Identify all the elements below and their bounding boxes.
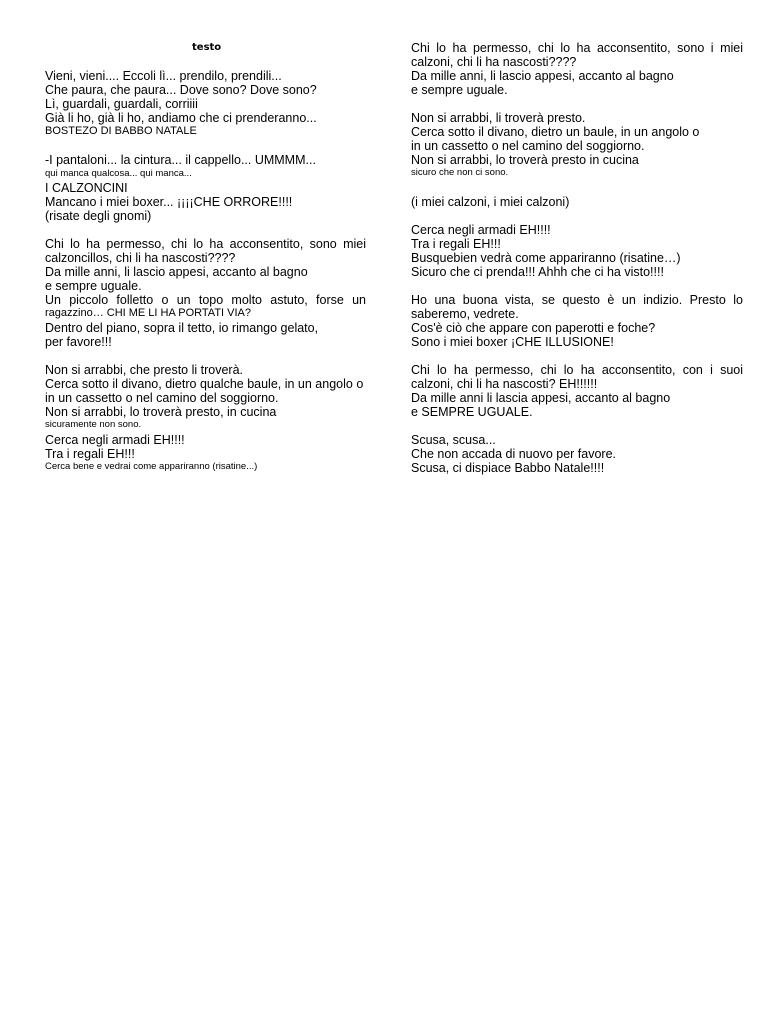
text-line: Da mille anni li lascia appesi, accanto al bagno bbox=[411, 391, 671, 405]
text-line: Sono i miei boxer ¡CHE ILLUSIONE! bbox=[411, 335, 614, 349]
text-line: Da mille anni, li lascio appesi, accanto al bagno bbox=[45, 265, 308, 279]
text-line: Tra i regali EH!!! bbox=[45, 447, 135, 461]
text-line: Scusa, scusa... bbox=[411, 433, 496, 447]
text-line: (i miei calzoni, i miei calzoni) bbox=[411, 195, 570, 209]
text-line: -I pantaloni... la cintura... il cappello... UMMMM... bbox=[45, 153, 316, 167]
text-line: Cerca bene e vedrai come appariranno (risatine...) bbox=[45, 461, 258, 472]
text-line: per favore!!! bbox=[45, 335, 112, 349]
text-line: Cerca sotto il divano, dietro qualche baule, in un angolo o bbox=[45, 377, 364, 391]
text-line: Tra i regali EH!!! bbox=[411, 237, 501, 251]
text-line: ragazzino… CHI ME LI HA PORTATI VIA? bbox=[45, 307, 252, 319]
text-line: in un cassetto o nel camino del soggiorno. bbox=[45, 391, 279, 405]
text-line: Ho una buona vista, se questo è un indizio. Presto lo bbox=[411, 293, 743, 307]
text-line: calzoni, chi li ha nascosti? EH!!!!!! bbox=[411, 377, 598, 391]
text-line: sicuramente non sono. bbox=[45, 419, 142, 430]
text-line: e sempre uguale. bbox=[45, 279, 142, 293]
text-line: in un cassetto o nel camino del soggiorno. bbox=[411, 139, 645, 153]
text-line: Non si arrabbi, lo troverà presto in cucina bbox=[411, 153, 639, 167]
text-line: Vieni, vieni.... Eccoli lì... prendilo, prendili... bbox=[45, 69, 282, 83]
text-line: Da mille anni, li lascio appesi, accanto al bagno bbox=[411, 69, 674, 83]
text-line: Cos'è ciò che appare con paperotti e foche? bbox=[411, 321, 656, 335]
text-line: calzoncillos, chi li ha nascosti???? bbox=[45, 251, 236, 265]
text-line: Mancano i miei boxer... ¡¡¡¡CHE ORRORE!!!! bbox=[45, 195, 293, 209]
text-line: Sicuro che ci prenda!!! Ahhh che ci ha visto!!!! bbox=[411, 265, 664, 279]
text-line: I CALZONCINI bbox=[45, 181, 128, 195]
text-line: Lì, guardali, guardali, corriiii bbox=[45, 97, 198, 111]
text-line: calzoni, chi li ha nascosti???? bbox=[411, 55, 577, 69]
text-line: Cerca sotto il divano, dietro un baule, in un angolo o bbox=[411, 125, 700, 139]
text-line: (risate degli gnomi) bbox=[45, 209, 152, 223]
text-line: saberemo, vedrete. bbox=[411, 307, 519, 321]
text-line: e SEMPRE UGUALE. bbox=[411, 405, 533, 419]
text-line: BOSTEZO DI BABBO NATALE bbox=[45, 125, 197, 137]
document-title: testo bbox=[192, 42, 222, 53]
text-line: sicuro che non ci sono. bbox=[411, 167, 509, 178]
text-line: Chi lo ha permesso, chi lo ha acconsentito, sono i miei bbox=[411, 41, 743, 55]
text-line: Cerca negli armadi EH!!!! bbox=[45, 433, 185, 447]
text-line: Non si arrabbi, lo troverà presto, in cucina bbox=[45, 405, 277, 419]
text-line: qui manca qualcosa... qui manca... bbox=[45, 168, 192, 179]
text-line: Cerca negli armadi EH!!!! bbox=[411, 223, 551, 237]
text-line: Che paura, che paura... Dove sono? Dove sono? bbox=[45, 83, 317, 97]
text-line: Scusa, ci dispiace Babbo Natale!!!! bbox=[411, 461, 605, 475]
text-line: Già li ho, già li ho, andiamo che ci prenderanno... bbox=[45, 111, 317, 125]
text-line: Non si arrabbi, che presto li troverà. bbox=[45, 363, 244, 377]
text-line: Busquebien vedrà come appariranno (risatine…) bbox=[411, 251, 681, 265]
text-line: Che non accada di nuovo per favore. bbox=[411, 447, 616, 461]
text-line: Un piccolo folletto o un topo molto astuto, forse un bbox=[45, 293, 366, 307]
text-line: Chi lo ha permesso, chi lo ha acconsentito, con i suoi bbox=[411, 363, 743, 377]
text-line: Non si arrabbi, li troverà presto. bbox=[411, 111, 586, 125]
text-line: Chi lo ha permesso, chi lo ha acconsentito, sono miei bbox=[45, 237, 366, 251]
text-line: e sempre uguale. bbox=[411, 83, 508, 97]
text-line: Dentro del piano, sopra il tetto, io rimango gelato, bbox=[45, 321, 319, 335]
